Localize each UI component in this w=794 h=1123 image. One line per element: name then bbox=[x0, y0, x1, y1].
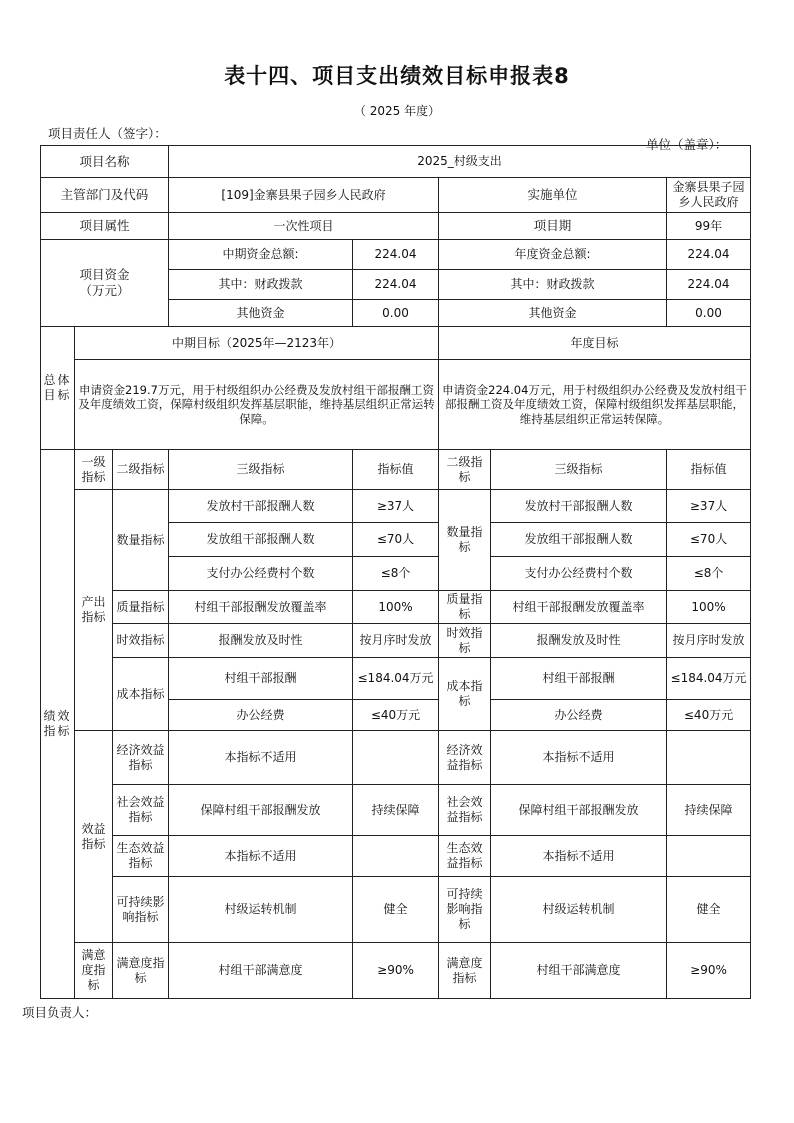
quantity-2-name: 发放组干部报酬人数 bbox=[169, 523, 353, 557]
year-fiscal-label: 其中：财政拨款 bbox=[439, 270, 667, 300]
project-leader-label: 项目负责人： bbox=[22, 1005, 98, 1020]
project-fund-label-line2: （万元） bbox=[79, 283, 130, 298]
ecological-1-value bbox=[353, 836, 439, 877]
time-1-name: 报酬发放及时性 bbox=[169, 624, 353, 658]
economic-indicator-label-year: 经济效益指标 bbox=[439, 731, 491, 785]
mid-other-label: 其他资金 bbox=[169, 300, 353, 327]
project-fund-label bbox=[41, 240, 169, 327]
ecological-1-value-year bbox=[667, 836, 751, 877]
project-name-value: 2025_村级支出 bbox=[169, 146, 751, 178]
quality-indicator-label: 质量指标 bbox=[113, 591, 169, 624]
level2-header-year: 二级指标 bbox=[439, 450, 491, 490]
cost-indicator-label-year: 成本指标 bbox=[439, 658, 491, 731]
project-name-label: 项目名称 bbox=[41, 146, 169, 178]
quantity-3-name-year: 支付办公经费村个数 bbox=[491, 557, 667, 591]
project-period-label: 项目期 bbox=[439, 213, 667, 240]
quality-indicator-label-year: 质量指标 bbox=[439, 591, 491, 624]
mid-fiscal-value: 224.04 bbox=[353, 270, 439, 300]
cost-1-value-year: ≤184.04万元 bbox=[667, 658, 751, 700]
cost-2-value: ≤40万元 bbox=[353, 700, 439, 731]
social-1-value: 持续保障 bbox=[353, 785, 439, 836]
dept-label: 主管部门及代码 bbox=[41, 178, 169, 213]
quantity-3-value-year: ≤8个 bbox=[667, 557, 751, 591]
satisfaction-indicator-label: 满意度指标 bbox=[113, 943, 169, 999]
impl-unit-label: 实施单位 bbox=[439, 178, 667, 213]
quantity-2-name-year: 发放组干部报酬人数 bbox=[491, 523, 667, 557]
economic-1-value bbox=[353, 731, 439, 785]
level3-header: 三级指标 bbox=[169, 450, 353, 490]
mid-total-label: 中期资金总额: bbox=[169, 240, 353, 270]
cost-1-name-year: 村组干部报酬 bbox=[491, 658, 667, 700]
economic-1-name: 本指标不适用 bbox=[169, 731, 353, 785]
cost-1-name: 村组干部报酬 bbox=[169, 658, 353, 700]
year-total-value: 224.04 bbox=[667, 240, 751, 270]
mid-total-value: 224.04 bbox=[353, 240, 439, 270]
value-header-year: 指标值 bbox=[667, 450, 751, 490]
satisfaction-indicator-label-year: 满意度指标 bbox=[439, 943, 491, 999]
overall-goal-label: 总体目标 bbox=[41, 327, 75, 450]
unit-seal-label: 单位（盖章）： bbox=[646, 137, 728, 152]
sustainable-1-value: 健全 bbox=[353, 877, 439, 943]
year-other-label: 其他资金 bbox=[439, 300, 667, 327]
quantity-2-value: ≤70人 bbox=[353, 523, 439, 557]
economic-1-value-year bbox=[667, 731, 751, 785]
sustainable-1-value-year: 健全 bbox=[667, 877, 751, 943]
mid-goal-header: 中期目标（2025年—2123年） bbox=[75, 327, 439, 360]
quality-1-name: 村组干部报酬发放覆盖率 bbox=[169, 591, 353, 624]
quantity-1-value-year: ≥37人 bbox=[667, 490, 751, 523]
quantity-3-name: 支付办公经费村个数 bbox=[169, 557, 353, 591]
quantity-1-name: 发放村干部报酬人数 bbox=[169, 490, 353, 523]
sustainable-1-name: 村级运转机制 bbox=[169, 877, 353, 943]
quality-1-value: 100% bbox=[353, 591, 439, 624]
sustainable-indicator-label: 可持续影响指标 bbox=[113, 877, 169, 943]
year-line: （ 2025 年度） bbox=[353, 104, 441, 118]
level1-header: 一级指标 bbox=[75, 450, 113, 490]
responsible-signature-label: 项目责任人（签字）： bbox=[48, 126, 167, 141]
ecological-1-name-year: 本指标不适用 bbox=[491, 836, 667, 877]
ecological-indicator-label: 生态效益指标 bbox=[113, 836, 169, 877]
year-total-label: 年度资金总额: bbox=[439, 240, 667, 270]
year-goal-header: 年度目标 bbox=[439, 327, 751, 360]
time-indicator-label-year: 时效指标 bbox=[439, 624, 491, 658]
ecological-indicator-label-year: 生态效益指标 bbox=[439, 836, 491, 877]
satisfaction-1-value-year: ≥90% bbox=[667, 943, 751, 999]
project-attr-value: 一次性项目 bbox=[169, 213, 439, 240]
quantity-2-value-year: ≤70人 bbox=[667, 523, 751, 557]
cost-2-name-year: 办公经费 bbox=[491, 700, 667, 731]
social-indicator-label-year: 社会效益指标 bbox=[439, 785, 491, 836]
quantity-indicator-label: 数量指标 bbox=[113, 490, 169, 591]
project-attr-label: 项目属性 bbox=[41, 213, 169, 240]
satisfaction-1-value: ≥90% bbox=[353, 943, 439, 999]
quantity-1-name-year: 发放村干部报酬人数 bbox=[491, 490, 667, 523]
time-indicator-label: 时效指标 bbox=[113, 624, 169, 658]
year-other-value: 0.00 bbox=[667, 300, 751, 327]
economic-indicator-label: 经济效益指标 bbox=[113, 731, 169, 785]
social-1-name-year: 保障村组干部报酬发放 bbox=[491, 785, 667, 836]
time-1-value: 按月序时发放 bbox=[353, 624, 439, 658]
mid-fiscal-label: 其中：财政拨款 bbox=[169, 270, 353, 300]
time-1-name-year: 报酬发放及时性 bbox=[491, 624, 667, 658]
sustainable-1-name-year: 村级运转机制 bbox=[491, 877, 667, 943]
dept-value: [109]金寨县果子园乡人民政府 bbox=[169, 178, 439, 213]
satisfaction-level1-label: 满意度指标 bbox=[75, 943, 113, 999]
form-title: 表十四、项目支出绩效目标申报表8 bbox=[224, 64, 570, 88]
cost-2-value-year: ≤40万元 bbox=[667, 700, 751, 731]
sustainable-indicator-label-year: 可持续影响指标 bbox=[439, 877, 491, 943]
social-1-name: 保障村组干部报酬发放 bbox=[169, 785, 353, 836]
ecological-1-name: 本指标不适用 bbox=[169, 836, 353, 877]
cost-indicator-label: 成本指标 bbox=[113, 658, 169, 731]
cost-2-name: 办公经费 bbox=[169, 700, 353, 731]
value-header: 指标值 bbox=[353, 450, 439, 490]
quantity-1-value: ≥37人 bbox=[353, 490, 439, 523]
quantity-3-value: ≤8个 bbox=[353, 557, 439, 591]
social-1-value-year: 持续保障 bbox=[667, 785, 751, 836]
cost-1-value: ≤184.04万元 bbox=[353, 658, 439, 700]
quality-1-name-year: 村组干部报酬发放覆盖率 bbox=[491, 591, 667, 624]
satisfaction-1-name-year: 村组干部满意度 bbox=[491, 943, 667, 999]
time-1-value-year: 按月序时发放 bbox=[667, 624, 751, 658]
performance-target-table bbox=[40, 145, 751, 999]
year-fiscal-value: 224.04 bbox=[667, 270, 751, 300]
effect-indicator-label: 效益指标 bbox=[75, 731, 113, 943]
impl-unit-value: 金寨县果子园乡人民政府 bbox=[667, 178, 751, 213]
satisfaction-1-name: 村组干部满意度 bbox=[169, 943, 353, 999]
mid-goal-text: 申请资金219.7万元，用于村级组织办公经费及发放村组干部报酬工资及年度绩效工资，保障村级组织发挥基层职能，维持基层组织正常运转保障。 bbox=[75, 360, 439, 450]
output-indicator-label: 产出指标 bbox=[75, 490, 113, 731]
performance-indicator-label: 绩效指标 bbox=[41, 450, 75, 999]
mid-other-value: 0.00 bbox=[353, 300, 439, 327]
quantity-indicator-label-year: 数量指标 bbox=[439, 490, 491, 591]
social-indicator-label: 社会效益指标 bbox=[113, 785, 169, 836]
project-fund-label-line1: 项目资金 bbox=[79, 267, 130, 283]
year-goal-text: 申请资金224.04万元，用于村级组织办公经费及发放村组干部报酬工资及年度绩效工资，保障村级组织发挥基层职能，维持基层组织正常运转保障。 bbox=[439, 360, 751, 450]
level3-header-year: 三级指标 bbox=[491, 450, 667, 490]
economic-1-name-year: 本指标不适用 bbox=[491, 731, 667, 785]
quality-1-value-year: 100% bbox=[667, 591, 751, 624]
level2-header: 二级指标 bbox=[113, 450, 169, 490]
project-period-value: 99年 bbox=[667, 213, 751, 240]
